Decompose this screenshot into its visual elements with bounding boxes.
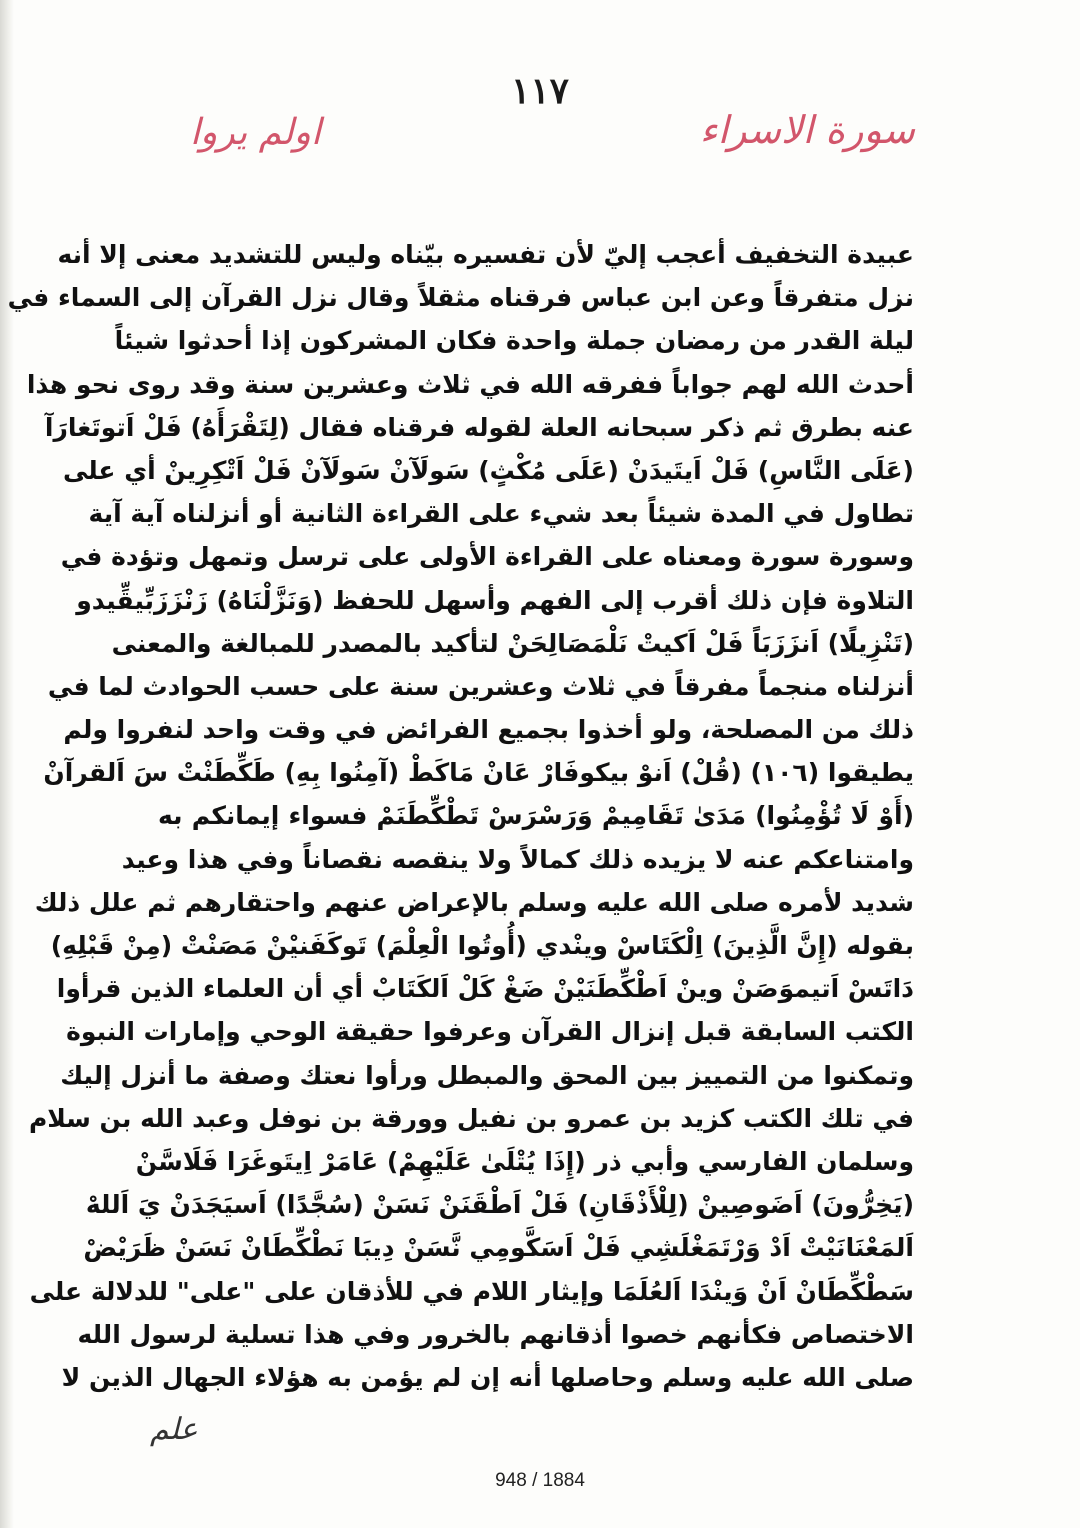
text-line: تطاول في المدة شيئاً بعد شيء على القراءة الثانية أو أنزلناه آية آية <box>88 499 914 529</box>
text-line: عنه بطرق ثم ذكر سبحانه العلة لقوله فرقناه فقال (لِتَقْرَأَهُ) فَلْ اَتوتَغارَآ <box>44 412 914 442</box>
text-line: (يَخِرُّونَ) اَضَوصِينْ (لِلْأَذْقَانِ) فَلْ اَطْقَنَنْ نَسَنْ (سُجَّدًا) اَسيَجَدَنْ يَ اَللهْ <box>85 1190 914 1220</box>
text-line: اَلمَعْنَانَيْتْ اَدْ وَرْتَمَغْلَشِي فَلْ اَسَكَّومِي نَّسَنْ دِيبَا نَطْكِّطَانْ نَسَنْ ظَرَيْضْ <box>83 1233 914 1263</box>
page-number: ١١٧ <box>510 70 569 112</box>
text-line: نزل متفرقاً وعن ابن عباس فرقناه مثقلاً وقال نزل القرآن إلى السماء في <box>7 283 914 313</box>
body-text <box>7 233 914 1399</box>
text-line: أنزلناه منجماً مفرقاً في ثلاث وعشرين سنة على حسب الحوادث لما في <box>47 671 914 701</box>
handwritten-section-name: اولم يروا <box>190 112 322 153</box>
text-line: بقوله (إِنَّ الَّذِينَ) اِلْكَتَاسْ وينْدي (أُوتُوا الْعِلْمَ) تَوكَفَنيْنْ مَصَنْتْ (مِنْ قَبْلِهِ) <box>50 931 914 960</box>
text-line: صلى الله عليه وسلم وحاصلها أنه إن لم يؤمن به هؤلاء الجهال الذين لا <box>61 1362 914 1392</box>
text-line: ذلك من المصلحة، ولو أخذوا بجميع الفرائض في وقت واحد لنفروا ولم <box>63 715 914 745</box>
handwritten-surah-name: سورة الاسراء <box>699 108 915 152</box>
text-line: (أَوْ لَا تُؤْمِنُوا) مَدَىٰ تَقَامِيمْ وَرَسْرَسْ تَطْكِّطَنَمْ فسواء إيمانكم به <box>158 801 914 831</box>
text-line: وامتناعكم عنه لا يزيده ذلك كمالاً ولا ينقصه نقصاناً وفي هذا وعيد <box>121 844 914 874</box>
text-line: دَاتَسْ اَتيموَصَنْ وينْ اَطْكِّطَنَيْنْ ضَغْ كَلْ اَلكَتَابْ أي أن العلماء الذين قرأوا <box>56 974 914 1004</box>
text-line: الاختصاص فكأنهم خصوا أذقانهم بالخرور وفي هذا تسلية لرسول الله <box>77 1319 914 1349</box>
text-line: ليلة القدر من رمضان جملة واحدة فكان المشركون إذا أحدثوا شيئاً <box>114 326 914 356</box>
scan-edge-shadow <box>0 0 14 1528</box>
text-line: التلاوة فإن ذلك أقرب إلى الفهم وأسهل للحفظ (وَنَزَّلْنَاهُ) زَنْزَزَبِّيقِّيدو <box>76 585 914 615</box>
text-line: يطيقوا (١٠٦) (قُلْ) اَنوْ بيكوفَارْ عَانْ مَاكَطْ (آمِنُوا بِهِ) طَكِّطَنْتْ سَ اَلقرآنْ <box>43 758 914 788</box>
text-line: سَطْكِّطَانْ اَنْ وَينْدَا اَلعُلَمَا وإيثار اللام في للأذقان على "على" للدلالة على <box>29 1276 914 1306</box>
page-counter: 948 / 1884 <box>495 1470 585 1491</box>
text-line: (عَلَى النَّاسِ) فَلْ اَيتَيدَنْ (عَلَى مُكْثٍ) سَولَآنْ سَولَآنْ فَلْ اَتْكِرِينْ أي على <box>62 455 914 485</box>
text-line: عبيدة التخفيف أعجب إليّ لأن تفسيره بيّناه وليس للتشديد معنى إلا أنه <box>57 240 914 269</box>
handwritten-margin-note: علم <box>150 1412 198 1447</box>
text-line: وسورة سورة ومعناه على القراءة الأولى على ترسل وتمهل وتؤدة في <box>60 542 914 572</box>
text-line: في تلك الكتب كزيد بن عمرو بن نفيل وورقة بن نوفل وعبد الله بن سلام <box>28 1103 914 1133</box>
text-line: وتمكنوا من التمييز بين المحق والمبطل ورأوا نعتك وصفة ما أنزل إليك <box>60 1060 914 1090</box>
text-line: وسلمان الفارسي وأبي ذر (إِذَا يُتْلَىٰ عَلَيْهِمْ) عَامَرْ اِيتَوغَرَا فَلَاسَّنْ <box>135 1146 914 1176</box>
text-line: (تَنْزِيلًا) اَنزَزَبَاً فَلْ اَكيتْ نَلْمَصَالِحَنْ لتأكيد بالمصدر للمبالغة والمعنى <box>111 628 914 658</box>
text-line: الكتب السابقة قبل إنزال القرآن وعرفوا حقيقة الوحي وإمارات النبوة <box>66 1017 914 1047</box>
text-line: أحدث الله لهم جواباً ففرقه الله في ثلاث وعشرين سنة وقد روى نحو هذا <box>26 369 914 399</box>
text-line: شديد لأمره صلى الله عليه وسلم بالإعراض عنهم واحتقارهم ثم علل ذلك <box>34 887 914 917</box>
